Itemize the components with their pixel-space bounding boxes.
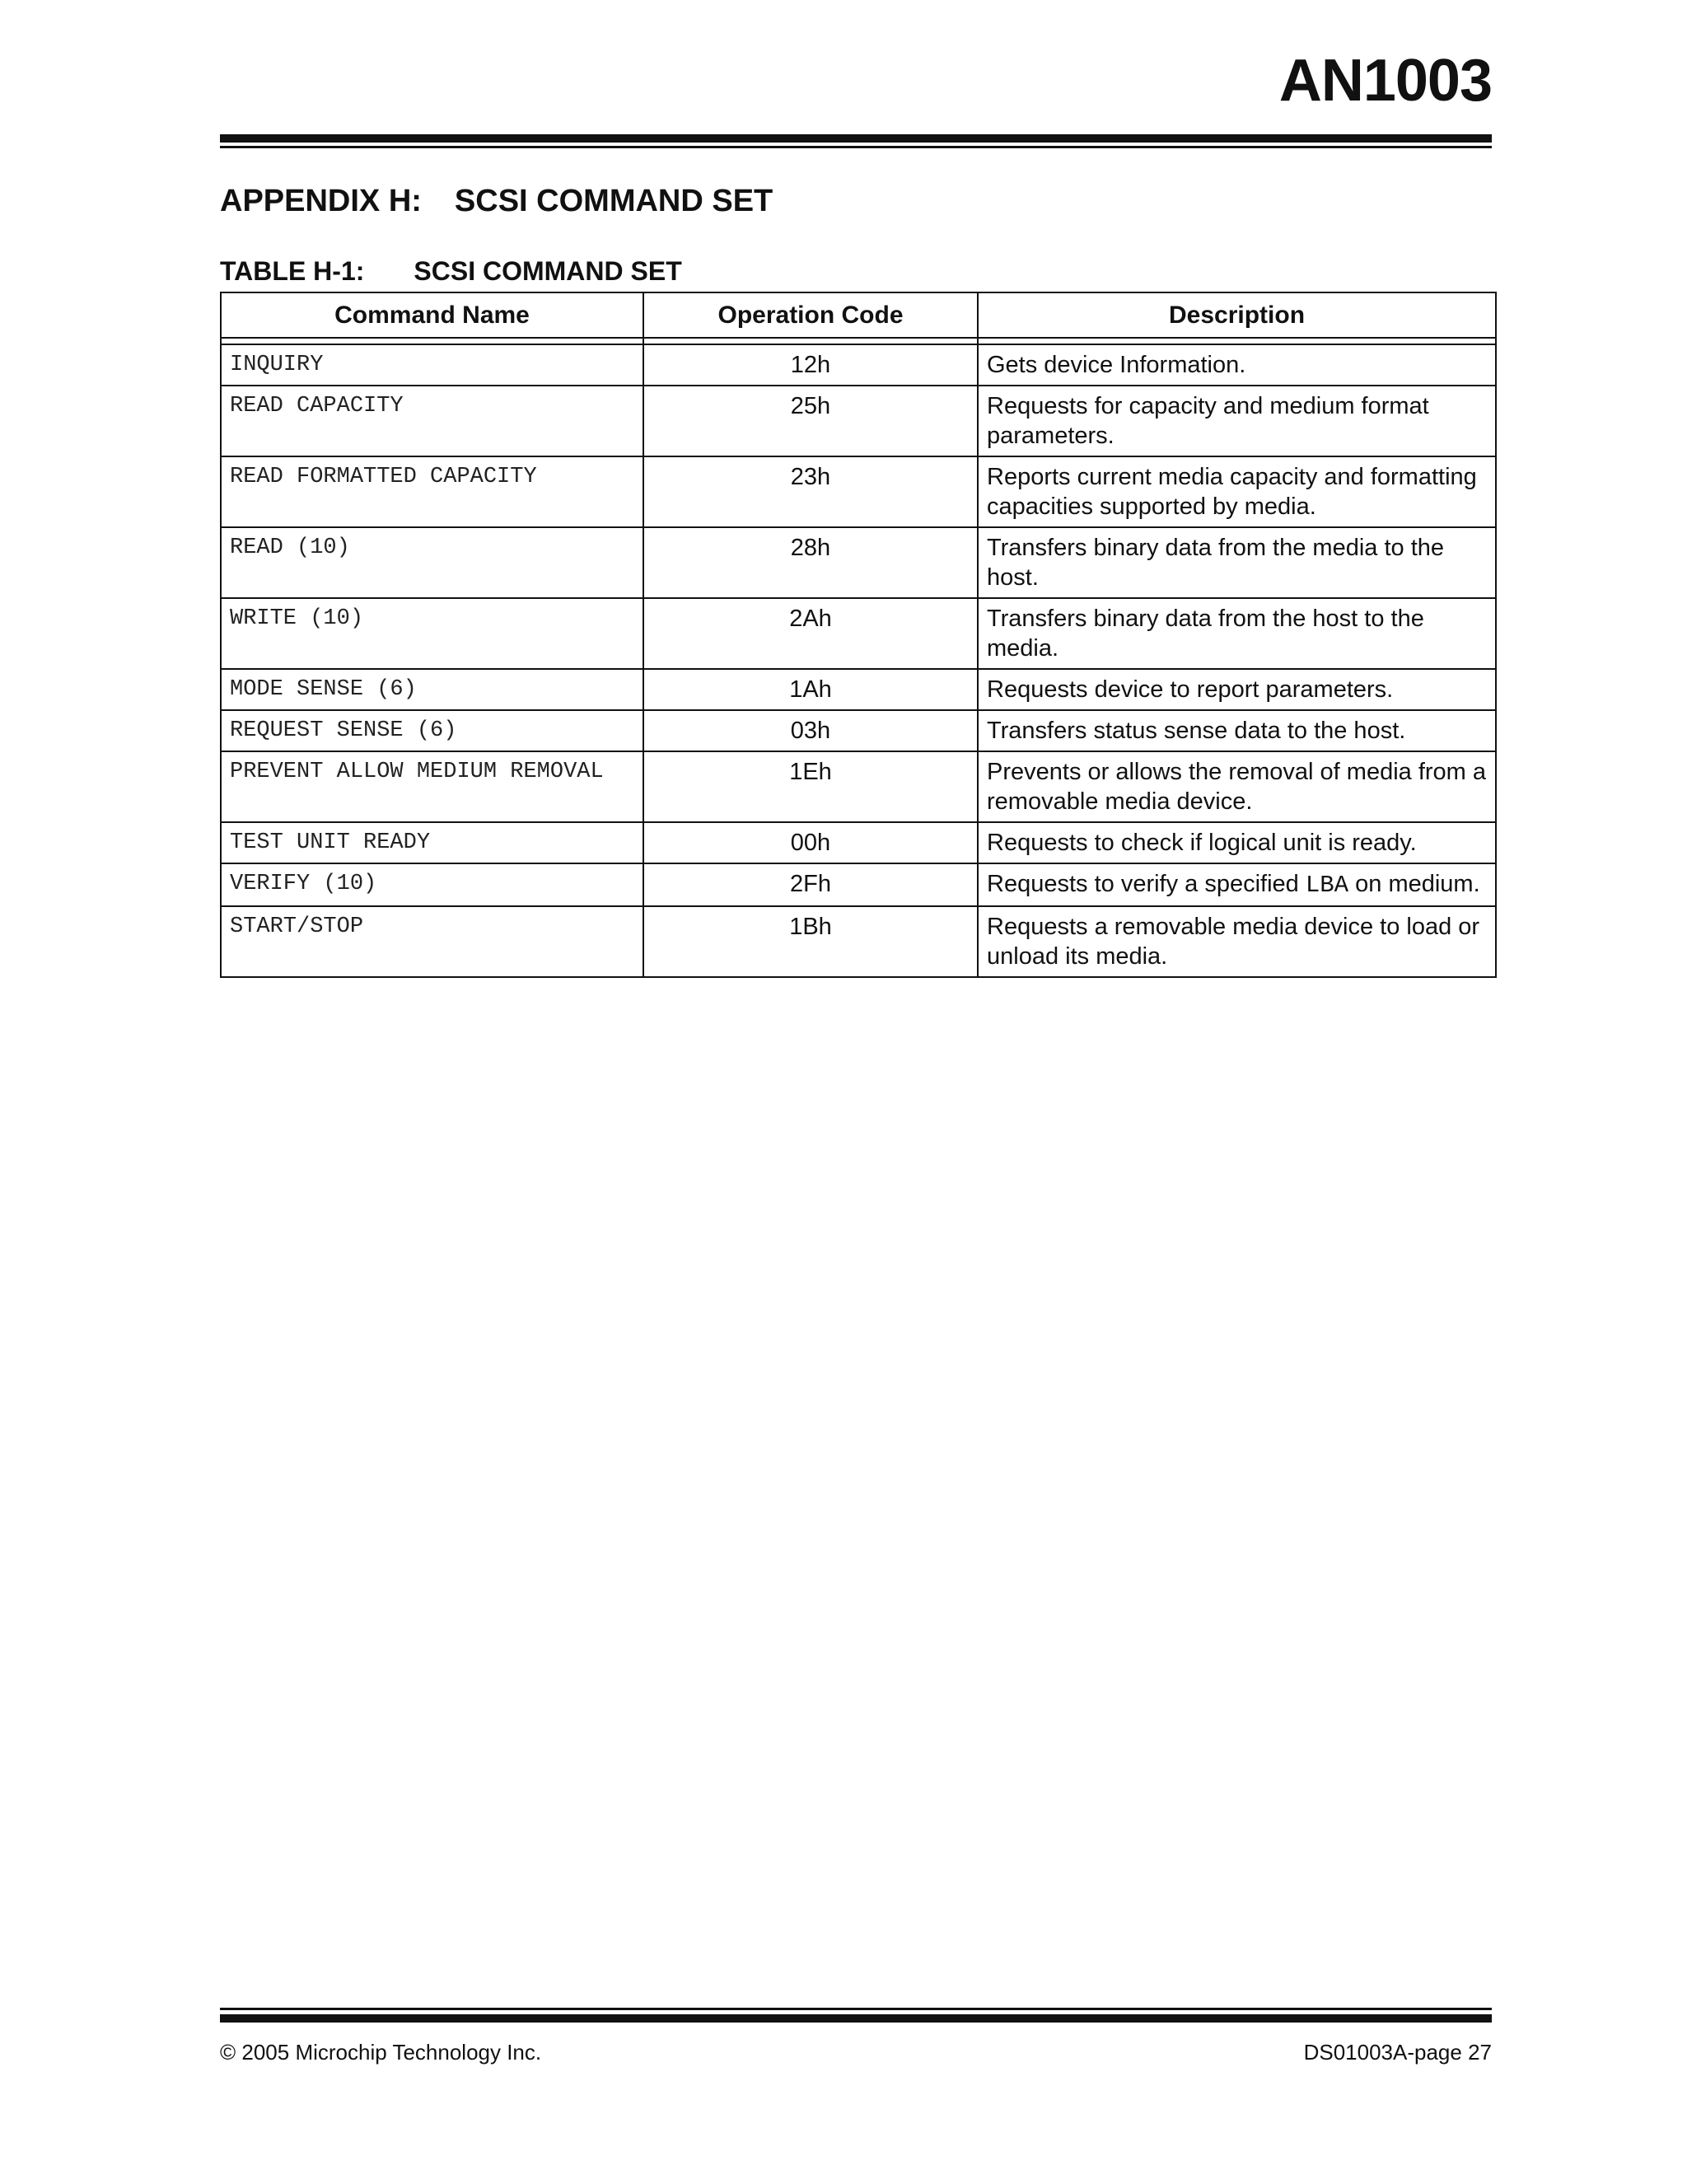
table-row (221, 386, 1496, 456)
table-row (221, 344, 1496, 386)
command-description: Requests to check if logical unit is ready. (978, 822, 1496, 863)
command-name: INQUIRY (221, 344, 643, 386)
command-name: REQUEST SENSE (6) (221, 710, 643, 751)
scsi-command-table (220, 292, 1497, 978)
description-text: Requests to verify a specified (987, 871, 1306, 897)
operation-code: 23h (643, 456, 978, 527)
operation-code: 03h (643, 710, 978, 751)
appendix-heading (220, 185, 773, 217)
command-name: PREVENT ALLOW MEDIUM REMOVAL (221, 751, 643, 822)
command-description: Requests for capacity and medium format parameters. (978, 386, 1496, 456)
lba-term: LBA (1305, 872, 1349, 899)
table-caption-title: SCSI COMMAND SET (414, 256, 682, 286)
operation-code: 12h (643, 344, 978, 386)
command-description: Reports current media capacity and formatting capacities supported by media. (978, 456, 1496, 527)
table-header-row (221, 292, 1496, 338)
document-id: AN1003 (1278, 48, 1492, 114)
command-description: Transfers binary data from the host to the media. (978, 598, 1496, 669)
command-name: START/STOP (221, 906, 643, 977)
operation-code: 25h (643, 386, 978, 456)
command-description: Transfers binary data from the media to the host. (978, 527, 1496, 598)
table-row (221, 527, 1496, 598)
table-row (221, 710, 1496, 751)
command-name: READ (10) (221, 527, 643, 598)
table-row (221, 906, 1496, 977)
command-description: Prevents or allows the removal of media from a removable media device. (978, 751, 1496, 822)
operation-code: 1Ah (643, 669, 978, 710)
column-header-operation-code: Operation Code (643, 292, 978, 338)
header-separator-row (221, 338, 1496, 344)
column-header-command-name: Command Name (221, 292, 643, 338)
command-name: READ CAPACITY (221, 386, 643, 456)
command-description: Gets device Information. (978, 344, 1496, 386)
table-row (221, 598, 1496, 669)
command-description: Requests device to report parameters. (978, 669, 1496, 710)
appendix-label: APPENDIX H: (220, 184, 422, 218)
footer-copyright: © 2005 Microchip Technology Inc. (220, 2040, 542, 2065)
table-row (221, 863, 1496, 906)
appendix-title: SCSI COMMAND SET (454, 184, 773, 218)
operation-code: 1Eh (643, 751, 978, 822)
operation-code: 1Bh (643, 906, 978, 977)
footer-rule-thin (220, 2008, 1492, 2010)
table-row (221, 822, 1496, 863)
operation-code: 2Ah (643, 598, 978, 669)
header-rule-thin (220, 146, 1492, 148)
command-name: READ FORMATTED CAPACITY (221, 456, 643, 527)
command-name: MODE SENSE (6) (221, 669, 643, 710)
table-caption (220, 258, 682, 284)
header-rule-thick (220, 134, 1492, 143)
command-name: TEST UNIT READY (221, 822, 643, 863)
operation-code: 2Fh (643, 863, 978, 906)
footer-page-number: DS01003A-page 27 (1303, 2040, 1492, 2065)
command-name: WRITE (10) (221, 598, 643, 669)
table-caption-label: TABLE H-1: (220, 256, 365, 286)
table-row (221, 669, 1496, 710)
description-text: on medium. (1348, 871, 1480, 897)
table-row (221, 751, 1496, 822)
column-header-description: Description (978, 292, 1496, 338)
operation-code: 00h (643, 822, 978, 863)
command-description: Requests a removable media device to load or unload its media. (978, 906, 1496, 977)
command-description (978, 863, 1496, 906)
footer-rule-thick (220, 2014, 1492, 2023)
operation-code: 28h (643, 527, 978, 598)
command-description: Transfers status sense data to the host. (978, 710, 1496, 751)
command-name: VERIFY (10) (221, 863, 643, 906)
table-row (221, 456, 1496, 527)
